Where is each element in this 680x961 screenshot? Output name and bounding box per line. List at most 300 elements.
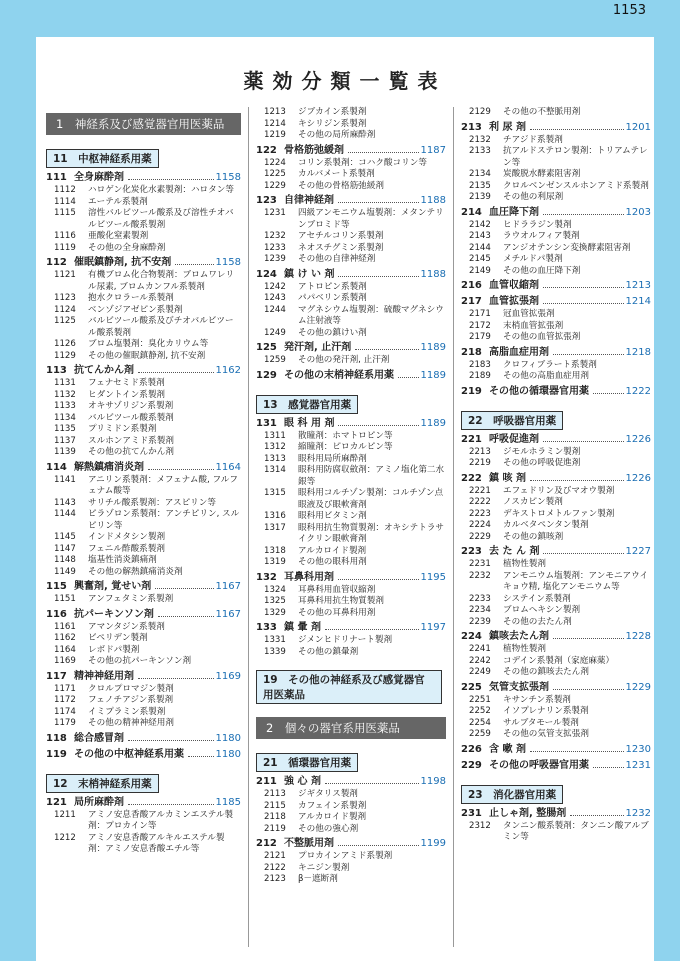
- class-row: [461, 743, 651, 757]
- subclass-row: [256, 293, 446, 305]
- subclass-name: タンニン酸系製剤：タンニン酸アルブミン等: [503, 820, 649, 842]
- page-ref: 1229: [625, 681, 651, 693]
- subclass-name: その他の高脂血症用剤: [503, 371, 589, 381]
- page-ref: 1189: [420, 369, 446, 381]
- subclass-row: [46, 555, 241, 567]
- subclass-code: 1314: [264, 465, 286, 475]
- subclass-name: ネオスチグミン系製剤: [298, 242, 384, 253]
- leader-dots: [128, 740, 214, 741]
- page-ref: 1222: [625, 385, 651, 397]
- class-row: [46, 256, 241, 270]
- class-name: 血管拡張剤: [489, 296, 539, 307]
- subclass-row: [256, 596, 446, 608]
- subclass-row: [461, 617, 651, 629]
- subcategory-header: 11 中枢神経系用薬: [46, 149, 159, 168]
- class-name: 強 心 剤: [284, 776, 321, 787]
- class-code: 222: [461, 472, 482, 484]
- subclass-code: 2145: [469, 254, 491, 264]
- subclass-code: 1143: [54, 497, 76, 508]
- subclass-row: [256, 305, 446, 328]
- subclass-code: 1147: [54, 543, 76, 554]
- subclass-row: [461, 107, 651, 119]
- page-ref: 1201: [625, 121, 651, 133]
- subclass-name: オキサゾリジン系製剤: [88, 401, 174, 411]
- subclass-name: イソプレナリン系製剤: [503, 706, 589, 716]
- subclass-row: [461, 321, 651, 333]
- class-code: 223: [461, 546, 482, 557]
- subclass-code: 1131: [54, 378, 76, 388]
- subclass-row: [46, 351, 241, 363]
- subclass-code: 2249: [469, 667, 491, 677]
- subclass-name: フェナセミド系製剤: [88, 378, 165, 388]
- subclass-name: ジギタリス製剤: [298, 789, 358, 799]
- page-ref: 1231: [625, 759, 651, 771]
- subclass-code: 1134: [54, 412, 76, 423]
- subclass-code: 1179: [54, 718, 76, 728]
- subclass-row: [256, 546, 446, 558]
- leader-dots: [530, 129, 624, 130]
- class-code: 116: [46, 608, 67, 620]
- leader-dots: [570, 815, 623, 816]
- page-ref: 1226: [625, 472, 651, 484]
- subclass-row: [256, 851, 446, 863]
- spacer: [256, 705, 446, 711]
- subclass-name: その他の去たん剤: [503, 616, 572, 627]
- leader-dots: [148, 469, 214, 470]
- subclass-code: 2219: [469, 458, 491, 468]
- class-row: [46, 670, 241, 684]
- class-name: 止しゃ剤, 整腸剤: [489, 807, 567, 819]
- subclass-code: 1144: [54, 509, 76, 519]
- subclass-row: [46, 208, 241, 231]
- subclass-name: 植物性製剤: [503, 644, 546, 654]
- class-row: [256, 621, 446, 635]
- subclass-code: 1161: [54, 621, 76, 632]
- subclass-name: ヒドララジン製剤: [503, 219, 572, 230]
- class-code: 213: [461, 121, 482, 133]
- subclass-name: エフェドリン及びマオウ製剤: [503, 485, 615, 496]
- subclass-row: [461, 266, 651, 278]
- subclass-code: 2149: [469, 265, 491, 276]
- subclass-name: イミプラミン系製剤: [88, 706, 166, 717]
- subclass-code: 1259: [264, 355, 286, 365]
- subclass-code: 2232: [469, 570, 491, 581]
- leader-dots: [175, 264, 213, 265]
- subclass-row: [46, 695, 241, 707]
- subclass-row: [256, 431, 446, 443]
- subclass-name: その他の呼吸促進剤: [503, 458, 581, 468]
- page-ref: 1203: [625, 206, 651, 218]
- subclass-code: 2171: [469, 309, 491, 319]
- subclass-row: [461, 532, 651, 544]
- subclass-code: 2179: [469, 332, 491, 342]
- subclass-name: その他の鎮暈剤: [298, 646, 359, 657]
- page-ref: 1199: [420, 838, 446, 849]
- class-name: 含 嗽 剤: [489, 743, 526, 755]
- subclass-row: [46, 532, 241, 544]
- class-row: [256, 194, 446, 208]
- class-row: [256, 417, 446, 431]
- subclass-code: 1311: [264, 430, 286, 441]
- subcategory-wrap: [256, 389, 446, 415]
- subclass-code: 1229: [264, 180, 286, 191]
- subclass-name: アルカロイド製剤: [298, 812, 367, 822]
- class-code: 122: [256, 144, 277, 156]
- class-name: 全身麻酔剤: [74, 172, 124, 183]
- class-row: [461, 807, 651, 821]
- subclass-name: その他の眼科用剤: [298, 557, 367, 567]
- class-row: [461, 759, 651, 773]
- class-code: 221: [461, 433, 482, 445]
- subclass-row: [461, 371, 651, 383]
- subclass-row: [46, 707, 241, 719]
- subclass-name: クロルプロマジン製剤: [88, 683, 174, 694]
- subclass-row: [46, 567, 241, 579]
- page-ref: 1213: [625, 280, 651, 291]
- subclass-row: [461, 486, 651, 498]
- subclass-row: [46, 833, 241, 856]
- subclass-row: [46, 498, 241, 510]
- subclass-name: その他の催眠鎮静剤, 抗不安剤: [88, 350, 206, 361]
- subclass-code: 2252: [469, 706, 491, 716]
- category-header: 2 個々の器官系用医薬品: [256, 717, 446, 739]
- subclass-name: プロカインアミド系製剤: [298, 851, 393, 861]
- subclass-name: 炭酸脱水酵素阻害剤: [503, 169, 581, 179]
- subclass-name: バルビツール酸系及びチオバルビツール酸系製剤: [88, 316, 234, 338]
- subclass-code: 1331: [264, 635, 286, 645]
- subclass-code: 2143: [469, 231, 491, 241]
- subclass-row: [256, 355, 446, 367]
- subclass-row: [256, 874, 446, 886]
- subclass-row: [256, 523, 446, 546]
- leader-dots: [398, 377, 419, 378]
- subclass-code: 1214: [264, 118, 286, 129]
- subclass-name: その他の鎮咳去たん剤: [503, 667, 589, 677]
- subclass-name: ノスカピン製剤: [503, 497, 563, 507]
- page-ref: 1162: [215, 365, 241, 376]
- subclass-row: [46, 185, 241, 197]
- subclass-row: [461, 706, 651, 718]
- subclass-code: 1145: [54, 532, 76, 542]
- subclass-row: [461, 497, 651, 509]
- subclass-row: [46, 197, 241, 209]
- subclass-row: [46, 424, 241, 436]
- subclass-code: 2123: [264, 874, 286, 884]
- subclass-code: 1133: [54, 401, 76, 411]
- page-ref: 1197: [420, 622, 446, 633]
- subclass-code: 1115: [54, 208, 76, 218]
- subclass-code: 2113: [264, 789, 286, 799]
- subclass-code: 1325: [264, 596, 286, 606]
- subclass-row: [256, 812, 446, 824]
- page-ref: 1158: [215, 172, 241, 183]
- subclass-row: [46, 305, 241, 317]
- class-name: 興奮剤, 覚せい剤: [74, 581, 152, 592]
- leader-dots: [158, 616, 214, 617]
- subclass-row: [461, 458, 651, 470]
- subclass-code: 2119: [264, 823, 286, 834]
- subclass-row: [46, 231, 241, 243]
- subclass-code: 1174: [54, 706, 76, 717]
- subclass-name: スルホンアミド系製剤: [88, 435, 174, 446]
- subclass-name: その他の骨格筋弛緩剤: [298, 180, 384, 191]
- subclass-code: 1121: [54, 270, 76, 280]
- class-code: 231: [461, 807, 482, 819]
- subclass-code: 1112: [54, 185, 76, 195]
- class-code: 132: [256, 571, 277, 583]
- leader-dots: [128, 179, 214, 180]
- subclass-name: ピラゾロン系製剤：アンチピリン, スルピリン等: [88, 509, 240, 531]
- subclass-row: [461, 360, 651, 372]
- class-code: 217: [461, 296, 482, 307]
- class-code: 121: [46, 796, 67, 808]
- subclass-code: 2139: [469, 192, 491, 202]
- subclass-name: キシリジン系製剤: [298, 118, 367, 129]
- subclass-row: [256, 107, 446, 119]
- subclass-name: ベンゾジアゼピン系製剤: [88, 304, 183, 315]
- subclass-code: 2224: [469, 520, 491, 530]
- subclass-row: [461, 695, 651, 707]
- class-name: 呼吸促進剤: [489, 433, 539, 445]
- subclass-code: 1171: [54, 683, 76, 694]
- subclass-code: 1141: [54, 474, 76, 485]
- subclass-name: その他の局所麻酔剤: [298, 130, 376, 140]
- subclass-row: [461, 447, 651, 459]
- class-row: [46, 732, 241, 746]
- class-row: [461, 472, 651, 486]
- subclass-row: [46, 436, 241, 448]
- subclass-row: [256, 585, 446, 597]
- subclass-row: [256, 130, 446, 142]
- subclass-row: [46, 656, 241, 668]
- subclass-code: 2135: [469, 180, 491, 191]
- subclass-name: 散瞳剤：ホマトロピン等: [298, 430, 393, 441]
- class-row: [461, 385, 651, 399]
- class-name: 催眠鎮静剤, 抗不安剤: [74, 257, 172, 268]
- leader-dots: [325, 629, 419, 630]
- class-row: [461, 433, 651, 447]
- class-name: 利 尿 剤: [489, 121, 526, 133]
- class-code: 114: [46, 461, 67, 473]
- subclass-name: 冠血管拡張剤: [503, 309, 555, 319]
- subclass-name: フェニル酢酸系製剤: [88, 543, 165, 554]
- subclass-row: [46, 509, 241, 532]
- subclass-code: 2129: [469, 107, 491, 117]
- subclass-code: 2234: [469, 605, 491, 615]
- page-ref: 1198: [420, 776, 446, 787]
- subclass-name: 亜酸化窒素製剤: [88, 231, 149, 241]
- class-name: 局所麻酔剤: [74, 796, 124, 808]
- page-ref: 1185: [215, 796, 241, 808]
- subclass-row: [46, 243, 241, 255]
- leader-dots: [530, 751, 624, 752]
- leader-dots: [348, 152, 419, 153]
- column-divider: [248, 107, 249, 947]
- class-code: 226: [461, 743, 482, 755]
- subclass-row: [46, 810, 241, 833]
- subclass-name: ジメンヒドリナート製剤: [298, 635, 393, 645]
- subclass-row: [461, 718, 651, 730]
- subclass-code: 1316: [264, 511, 286, 521]
- subclass-row: [46, 544, 241, 556]
- class-name: 耳鼻科用剤: [284, 571, 334, 583]
- class-row: [461, 295, 651, 309]
- subclass-name: 耳鼻科用抗生物質製剤: [298, 596, 384, 606]
- class-row: [461, 279, 651, 293]
- class-row: [256, 369, 446, 383]
- class-name: 解熱鎮痛消炎剤: [74, 461, 144, 473]
- subclass-row: [46, 270, 241, 293]
- leader-dots: [530, 480, 624, 481]
- subclass-name: パパベリン系製剤: [298, 293, 367, 303]
- subclass-name: 有機ブロム化合物製剤：ブロムワレリル尿素, ブロムカンフル系製剤: [88, 270, 235, 292]
- subclass-name: その他の強心剤: [298, 823, 359, 834]
- class-name: 眼 科 用 剤: [284, 417, 335, 429]
- subclass-code: 1239: [264, 254, 286, 264]
- class-code: 229: [461, 759, 482, 771]
- page-ref: 1227: [625, 546, 651, 557]
- subclass-code: 1137: [54, 435, 76, 446]
- subclass-row: [461, 309, 651, 321]
- subclass-row: [256, 789, 446, 801]
- subclass-code: 1249: [264, 327, 286, 338]
- subclass-name: その他の血圧降下剤: [503, 265, 581, 276]
- subclass-row: [461, 243, 651, 255]
- class-code: 225: [461, 681, 482, 693]
- subclass-code: 2254: [469, 717, 491, 728]
- subclass-code: 2122: [264, 862, 286, 873]
- subclass-row: [461, 520, 651, 532]
- leader-dots: [553, 354, 624, 355]
- class-code: 212: [256, 838, 277, 849]
- class-row: [46, 364, 241, 378]
- subclass-code: 2241: [469, 644, 491, 654]
- subclass-row: [256, 608, 446, 620]
- class-code: 119: [46, 748, 67, 760]
- subclass-name: アンジオテンシン変換酵素阻害剤: [503, 242, 631, 253]
- class-name: 気管支拡張剤: [489, 681, 549, 693]
- class-name: その他の中枢神経系用薬: [74, 748, 184, 760]
- subclass-code: 1172: [54, 695, 76, 705]
- subcategory-wrap: [256, 670, 446, 704]
- class-name: その他の呼吸器官用薬: [489, 759, 589, 771]
- subclass-code: 2144: [469, 242, 491, 253]
- page-ref: 1195: [420, 571, 446, 583]
- subclass-row: [256, 208, 446, 231]
- page-ref: 1180: [215, 732, 241, 744]
- class-code: 131: [256, 417, 277, 429]
- page-ref: 1169: [215, 670, 241, 682]
- subclass-code: 1318: [264, 545, 286, 556]
- subclass-code: 2233: [469, 593, 491, 604]
- subclass-code: 2259: [469, 729, 491, 739]
- subclass-code: 1139: [54, 447, 76, 457]
- subclass-code: 1312: [264, 442, 286, 452]
- subclass-code: 1135: [54, 424, 76, 434]
- subclass-name: アミノ安息香酸アルカミンエステル製剤：プロカイン等: [88, 809, 234, 831]
- class-row: [256, 144, 446, 158]
- class-row: [256, 571, 446, 585]
- subclass-code: 2183: [469, 359, 491, 370]
- subclass-name: その他の抗てんかん剤: [88, 447, 174, 457]
- page-ref: 1164: [215, 461, 241, 473]
- subclass-code: 1315: [264, 488, 286, 498]
- subclass-code: 1212: [54, 832, 76, 843]
- subclass-name: アンモニウム塩製剤：アンモニアウイキョウ精, 塩化アンモニウム等: [503, 570, 649, 592]
- subclass-row: [461, 181, 651, 193]
- page-ref: 1180: [215, 748, 241, 760]
- subclass-row: [461, 605, 651, 617]
- subclass-row: [256, 863, 446, 875]
- subclass-code: 1319: [264, 557, 286, 567]
- subclass-row: [46, 594, 241, 606]
- subclass-name: その他の全身麻酔剤: [88, 242, 166, 253]
- subclass-name: 植物性製剤: [503, 559, 546, 569]
- subclass-name: アンフェタミン系製剤: [88, 594, 174, 604]
- subclass-row: [461, 594, 651, 606]
- class-row: [461, 681, 651, 695]
- class-name: 不整脈用剤: [284, 838, 334, 849]
- leader-dots: [338, 425, 418, 426]
- leader-dots: [155, 588, 213, 589]
- subclass-code: 1313: [264, 453, 286, 464]
- subclass-name: ジブカイン系製剤: [298, 107, 367, 117]
- subclass-name: ブロム塩製剤：臭化カリウム等: [88, 339, 209, 349]
- class-code: 216: [461, 280, 482, 291]
- class-row: [461, 545, 651, 559]
- subclass-name: その他の精神神経用剤: [88, 718, 174, 728]
- class-code: 118: [46, 732, 67, 744]
- subcategory-wrap: [461, 405, 651, 431]
- subclass-name: その他の抗パーキンソン剤: [88, 656, 192, 666]
- class-row: [256, 837, 446, 851]
- subclass-row: [461, 821, 651, 844]
- subclass-row: [46, 339, 241, 351]
- subclass-code: 1169: [54, 656, 76, 666]
- subclass-row: [461, 146, 651, 169]
- class-row: [256, 775, 446, 789]
- subclass-name: ジモルホラミン製剤: [503, 446, 581, 457]
- subclass-code: 2134: [469, 169, 491, 179]
- class-row: [46, 608, 241, 622]
- subclass-row: [461, 667, 651, 679]
- subclass-name: 縮瞳剤：ピロカルピン等: [298, 442, 393, 452]
- subclass-code: 1329: [264, 607, 286, 618]
- class-name: 鎮咳去たん剤: [489, 631, 549, 642]
- class-name: 総合感冒剤: [74, 732, 124, 744]
- subclass-row: [461, 220, 651, 232]
- subclass-code: 1242: [264, 281, 286, 292]
- class-name: 抗てんかん剤: [74, 365, 134, 376]
- class-name: 鎮 咳 剤: [489, 472, 526, 484]
- subclass-name: 四級アンモニウム塩製剤：メタンテリンブロミド等: [298, 208, 444, 230]
- page-ref: 1187: [420, 144, 446, 156]
- subclass-row: [256, 442, 446, 454]
- subclass-row: [46, 633, 241, 645]
- class-name: 高脂血症用剤: [489, 346, 549, 358]
- class-row: [46, 796, 241, 810]
- subclass-row: [256, 647, 446, 659]
- class-name: その他の末梢神経系用薬: [284, 369, 394, 381]
- subclass-name: その他の不整脈用剤: [503, 107, 581, 117]
- subclass-code: 2133: [469, 146, 491, 156]
- subclass-row: [256, 454, 446, 466]
- subclass-code: 1232: [264, 231, 286, 241]
- subcategory-header: 12 末梢神経系用薬: [46, 774, 159, 793]
- class-code: 115: [46, 581, 67, 592]
- leader-dots: [138, 678, 214, 679]
- subclass-row: [46, 316, 241, 339]
